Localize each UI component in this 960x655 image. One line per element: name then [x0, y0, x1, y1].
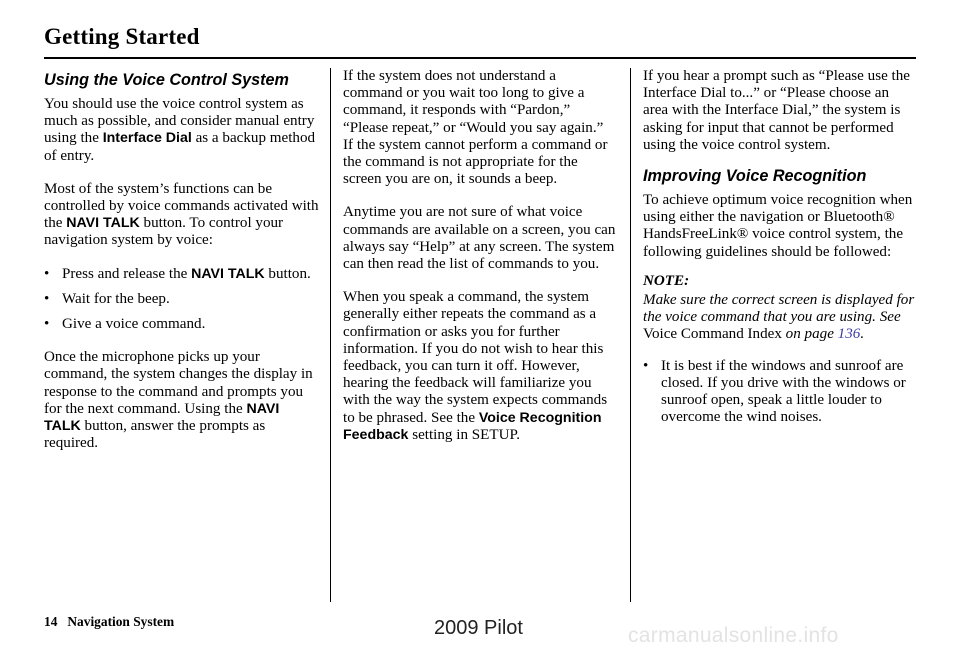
header-divider	[44, 57, 916, 59]
page-number: 14	[44, 614, 58, 629]
column-2	[343, 68, 617, 460]
cross-reference: Voice Command Index	[643, 326, 782, 343]
section-heading-voice-control: Using the Voice Control System	[44, 71, 289, 89]
list-item: • Give a voice command.	[44, 316, 320, 333]
text: You should use the voice control system as much as possible, and consider manual entry using the	[44, 96, 315, 147]
text: When you speak a command, the system generally either repeats the command as a confirmation or asks you for further information. If you do not wish to hear this feedback, you can turn it off. However, hearing the feedback will familiarize you with the way the system expects commands to be phrased. See the	[343, 289, 608, 426]
text: .	[860, 326, 865, 343]
text: button.	[264, 265, 311, 282]
list-item: • It is best if the windows and sunroof are closed. If you drive with the windows or sunroof open, speak a little louder to overcome the wind noises.	[643, 358, 917, 427]
guidelines-list	[643, 358, 917, 427]
paragraph	[44, 349, 320, 452]
list-item	[44, 266, 320, 283]
section-heading-improving-recognition: Improving Voice Recognition	[643, 167, 867, 186]
list-item: • Wait for the beep.	[44, 291, 320, 308]
page-footer	[44, 614, 174, 630]
footer-section-label: Navigation System	[67, 614, 175, 629]
paragraph: To achieve optimum voice recognition when using either the navigation or Bluetooth® HandsFreeLink® voice control system, the following guidelines should be followed:	[643, 192, 913, 260]
watermark-model: 2009 Pilot	[434, 617, 523, 639]
paragraph: If the system does not understand a command or you wait too long to give a command, it responds with “Pardon,” “Please repeat,” or “Would you say again.” If the system cannot perform a command or the command is not appropriate for the screen you are on, it sounds a beep.	[343, 68, 608, 188]
text: on page	[781, 326, 838, 343]
text: button, answer the prompts as required.	[44, 418, 266, 452]
column-3	[643, 68, 917, 434]
text: as a backup method of entry.	[44, 130, 316, 164]
keyword-navi-talk: NAVI TALK	[191, 265, 265, 282]
paragraph	[44, 181, 320, 250]
text: Most of the system’s functions can be controlled by voice commands activated with the	[44, 180, 319, 232]
text: Press and release the	[62, 265, 192, 282]
text: setting in SETUP.	[408, 426, 520, 443]
column-divider-1	[330, 68, 331, 602]
page-link[interactable]: 136	[837, 326, 861, 343]
text: button. To control your navigation system by voice:	[44, 215, 284, 249]
paragraph: Anytime you are not sure of what voice commands are available on a screen, you can always say “Help” at any screen. The system can then read the list of commands to you.	[343, 204, 616, 273]
paragraph: If you hear a prompt such as “Please use the Interface Dial to...” or “Please choose an area with the Interface Dial,” the system is asking for input that cannot be performed using the voice control system.	[643, 68, 910, 153]
keyword-voice-recognition-feedback: Voice Recognition Feedback	[343, 409, 602, 443]
page-title: Getting Started	[44, 24, 200, 49]
note-body	[643, 292, 917, 344]
keyword-interface-dial: Interface Dial	[102, 130, 192, 147]
paragraph	[44, 96, 320, 165]
paragraph	[343, 289, 617, 444]
text: Make sure the correct screen is displayed for the voice command that you are using. See	[643, 292, 915, 326]
keyword-navi-talk: NAVI TALK	[66, 215, 140, 232]
column-1	[44, 68, 320, 468]
text: Once the microphone picks up your command, the system changes the display in response to the command and prompts you for the next command. Using the	[44, 349, 313, 417]
steps-list	[44, 266, 320, 334]
keyword-navi-talk: NAVI TALK	[44, 400, 280, 435]
watermark-site: carmanualsonline.info	[628, 624, 839, 647]
note-label: NOTE:	[643, 272, 690, 289]
column-divider-2	[630, 68, 631, 602]
